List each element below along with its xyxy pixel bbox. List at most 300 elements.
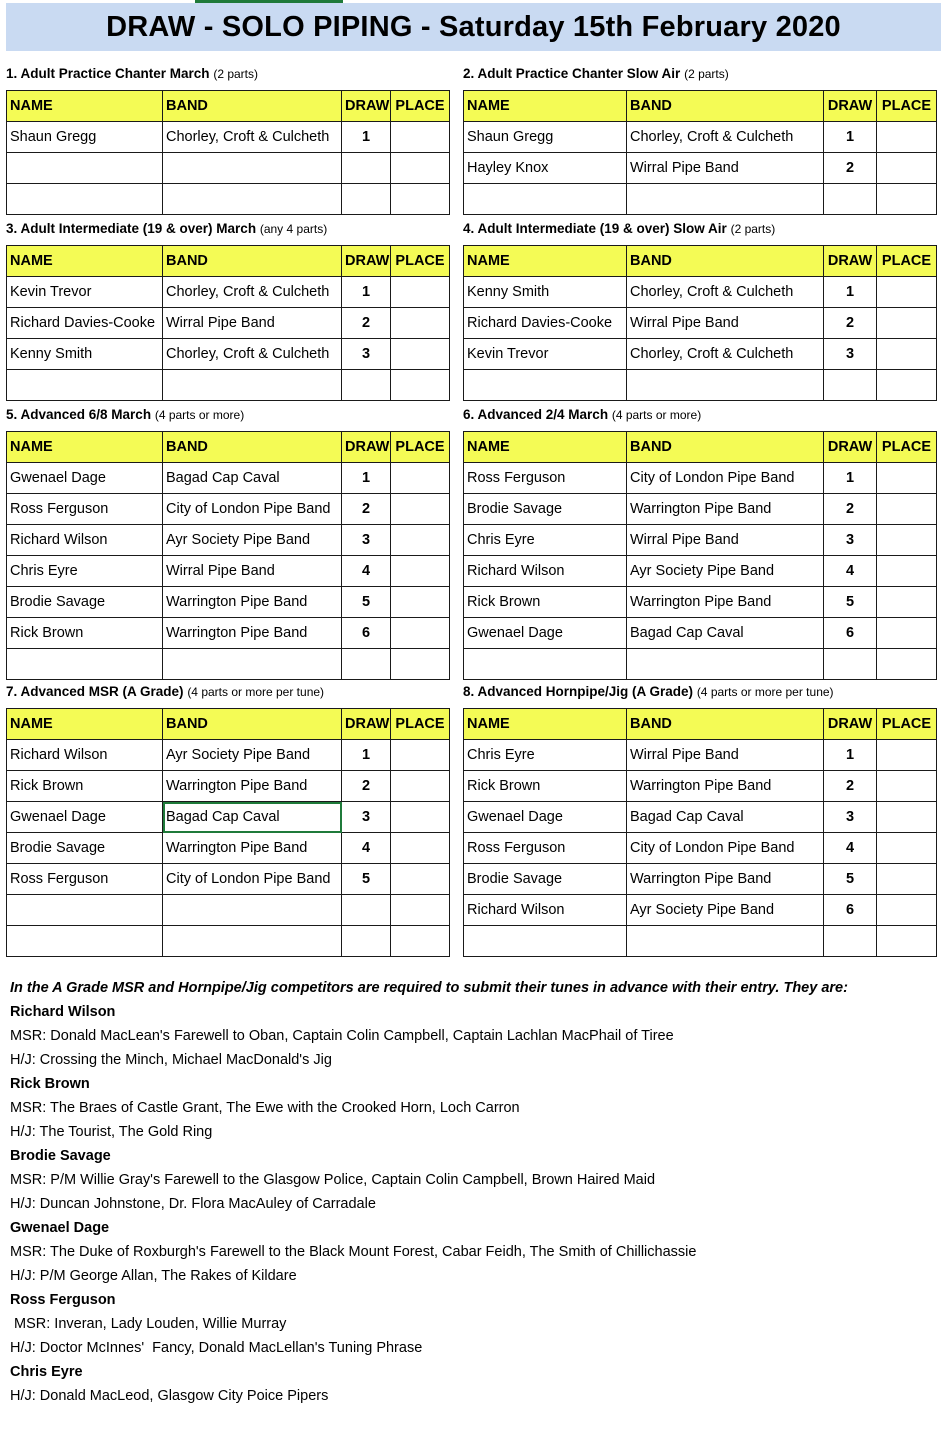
- column-header-name: NAME: [464, 91, 627, 122]
- table-row: [7, 153, 450, 184]
- section-title: [6, 219, 451, 245]
- table-row: [464, 153, 937, 184]
- tune-line: H/J: Crossing the Minch, Michael MacDonald's Jig: [10, 1052, 332, 1068]
- column-header-draw: DRAW: [342, 432, 391, 463]
- name-cell[interactable]: [7, 370, 163, 401]
- band-cell[interactable]: Warrington Pipe Band: [163, 618, 342, 649]
- place-cell[interactable]: [391, 833, 450, 864]
- draw-cell[interactable]: [824, 649, 877, 680]
- draw-cell[interactable]: [824, 370, 877, 401]
- name-cell[interactable]: Gwenael Dage: [464, 618, 627, 649]
- band-cell[interactable]: Wirral Pipe Band: [627, 740, 824, 771]
- section-1: [6, 64, 451, 215]
- place-cell[interactable]: [391, 556, 450, 587]
- band-cell[interactable]: [163, 184, 342, 215]
- column-header-band: BAND: [163, 91, 342, 122]
- place-cell[interactable]: [391, 308, 450, 339]
- table-row: [464, 184, 937, 215]
- table-row: [7, 277, 450, 308]
- name-cell[interactable]: Richard Wilson: [464, 556, 627, 587]
- table-row: [7, 525, 450, 556]
- table-row: [464, 339, 937, 370]
- header-row: [464, 91, 937, 122]
- section-note: (4 parts or more per tune): [696, 685, 834, 699]
- draw-cell[interactable]: 1: [342, 463, 391, 494]
- table-row: [464, 525, 937, 556]
- band-cell[interactable]: [627, 649, 824, 680]
- band-cell[interactable]: [627, 370, 824, 401]
- band-cell[interactable]: [163, 370, 342, 401]
- place-cell[interactable]: [391, 864, 450, 895]
- column-header-name: NAME: [7, 432, 163, 463]
- name-cell[interactable]: [464, 184, 627, 215]
- name-cell[interactable]: [7, 153, 163, 184]
- place-cell[interactable]: [391, 525, 450, 556]
- section-7: [6, 682, 451, 957]
- column-header-band: BAND: [163, 432, 342, 463]
- section-title-text: 1. Adult Practice Chanter March: [6, 66, 210, 81]
- name-cell[interactable]: [7, 926, 163, 957]
- column-header-place: PLACE: [391, 432, 450, 463]
- place-cell[interactable]: [391, 184, 450, 215]
- place-cell[interactable]: [391, 895, 450, 926]
- draw-cell[interactable]: 5: [342, 864, 391, 895]
- name-cell[interactable]: [464, 926, 627, 957]
- tune-line: H/J: Duncan Johnstone, Dr. Flora MacAuley of Carradale: [10, 1196, 376, 1212]
- band-cell[interactable]: Bagad Cap Caval: [627, 618, 824, 649]
- tunes-intro: In the A Grade MSR and Hornpipe/Jig competitors are required to submit their tunes in advance with their entry. They are:: [10, 980, 848, 996]
- name-cell[interactable]: Shaun Gregg: [464, 122, 627, 153]
- table-row: [7, 926, 450, 957]
- name-cell[interactable]: Gwenael Dage: [7, 802, 163, 833]
- table-row: [7, 802, 450, 833]
- place-cell[interactable]: [877, 556, 937, 587]
- band-cell[interactable]: Ayr Society Pipe Band: [163, 525, 342, 556]
- section-title-text: 4. Adult Intermediate (19 & over) Slow Air: [463, 221, 727, 236]
- table-row: [464, 649, 937, 680]
- band-cell[interactable]: Chorley, Croft & Culcheth: [163, 339, 342, 370]
- column-header-band: BAND: [163, 246, 342, 277]
- place-cell[interactable]: [877, 926, 937, 957]
- band-cell[interactable]: [163, 926, 342, 957]
- draw-cell[interactable]: [342, 895, 391, 926]
- band-cell[interactable]: City of London Pipe Band: [627, 463, 824, 494]
- section-note: (4 parts or more): [154, 408, 245, 422]
- section-title: [463, 219, 908, 245]
- column-header-draw: DRAW: [342, 246, 391, 277]
- section-title-text: 3. Adult Intermediate (19 & over) March: [6, 221, 257, 236]
- name-cell[interactable]: Gwenael Dage: [7, 463, 163, 494]
- column-header-draw: DRAW: [824, 246, 877, 277]
- band-cell[interactable]: [163, 895, 342, 926]
- page-title: DRAW - SOLO PIPING - Saturday 15th February 2020: [106, 10, 841, 43]
- section-title-text: 6. Advanced 2/4 March: [463, 407, 609, 422]
- draw-cell[interactable]: 3: [824, 525, 877, 556]
- draw-table: [6, 245, 450, 401]
- section-title-text: 5. Advanced 6/8 March: [6, 407, 152, 422]
- band-cell[interactable]: Ayr Society Pipe Band: [163, 740, 342, 771]
- place-cell[interactable]: [877, 494, 937, 525]
- place-cell[interactable]: [391, 339, 450, 370]
- section-note: (2 parts): [730, 222, 776, 236]
- draw-cell[interactable]: 3: [824, 339, 877, 370]
- page-header: [6, 3, 941, 51]
- place-cell[interactable]: [391, 494, 450, 525]
- band-cell[interactable]: Chorley, Croft & Culcheth: [627, 339, 824, 370]
- table-row: [7, 184, 450, 215]
- name-cell[interactable]: Brodie Savage: [464, 494, 627, 525]
- name-cell[interactable]: [7, 184, 163, 215]
- band-cell[interactable]: [627, 184, 824, 215]
- draw-cell[interactable]: 3: [824, 802, 877, 833]
- band-cell[interactable]: Chorley, Croft & Culcheth: [163, 277, 342, 308]
- place-cell[interactable]: [877, 740, 937, 771]
- name-cell[interactable]: Brodie Savage: [7, 833, 163, 864]
- name-cell[interactable]: Ross Ferguson: [7, 494, 163, 525]
- draw-cell[interactable]: 2: [824, 153, 877, 184]
- header-row: [7, 432, 450, 463]
- name-cell[interactable]: Rick Brown: [464, 587, 627, 618]
- column-header-place: PLACE: [877, 246, 937, 277]
- name-cell[interactable]: Kenny Smith: [464, 277, 627, 308]
- band-cell[interactable]: City of London Pipe Band: [627, 833, 824, 864]
- draw-cell[interactable]: 3: [342, 802, 391, 833]
- column-header-band: BAND: [627, 432, 824, 463]
- draw-cell[interactable]: 2: [824, 771, 877, 802]
- place-cell[interactable]: [391, 802, 450, 833]
- band-cell[interactable]: Warrington Pipe Band: [627, 494, 824, 525]
- column-header-place: PLACE: [877, 91, 937, 122]
- section-title-text: 2. Adult Practice Chanter Slow Air: [463, 66, 681, 81]
- section-8: [463, 682, 932, 957]
- table-row: [464, 926, 937, 957]
- header-row: [7, 91, 450, 122]
- place-cell[interactable]: [391, 463, 450, 494]
- column-header-draw: DRAW: [342, 709, 391, 740]
- competitor-name: Ross Ferguson: [10, 1292, 116, 1308]
- table-row: [7, 122, 450, 153]
- section-note: (any 4 parts): [259, 222, 328, 236]
- draw-cell[interactable]: [824, 926, 877, 957]
- draw-cell[interactable]: 1: [824, 463, 877, 494]
- band-cell[interactable]: Wirral Pipe Band: [627, 153, 824, 184]
- table-row: [7, 833, 450, 864]
- draw-cell[interactable]: [342, 926, 391, 957]
- section-2: [463, 64, 932, 215]
- table-row: [464, 740, 937, 771]
- place-cell[interactable]: [877, 308, 937, 339]
- draw-table: [463, 431, 937, 680]
- name-cell[interactable]: Ross Ferguson: [464, 463, 627, 494]
- tunes-info: [10, 976, 940, 1408]
- draw-table: [463, 708, 937, 957]
- draw-table: [6, 431, 450, 680]
- place-cell[interactable]: [391, 740, 450, 771]
- draw-cell[interactable]: 5: [824, 864, 877, 895]
- table-row: [464, 370, 937, 401]
- competitor-name: Brodie Savage: [10, 1148, 111, 1164]
- name-cell[interactable]: Ross Ferguson: [464, 833, 627, 864]
- place-cell[interactable]: [391, 277, 450, 308]
- place-cell[interactable]: [877, 802, 937, 833]
- place-cell[interactable]: [877, 649, 937, 680]
- table-row: [464, 802, 937, 833]
- column-header-draw: DRAW: [824, 709, 877, 740]
- draw-cell[interactable]: 5: [342, 587, 391, 618]
- draw-cell[interactable]: 1: [824, 122, 877, 153]
- column-header-name: NAME: [464, 246, 627, 277]
- place-cell[interactable]: [877, 618, 937, 649]
- table-row: [464, 122, 937, 153]
- name-cell[interactable]: Ross Ferguson: [7, 864, 163, 895]
- column-header-draw: DRAW: [342, 91, 391, 122]
- name-cell[interactable]: Chris Eyre: [7, 556, 163, 587]
- place-cell[interactable]: [877, 587, 937, 618]
- tune-line: MSR: The Duke of Roxburgh's Farewell to the Black Mount Forest, Cabar Feidh, The Smith of Chillichassie: [10, 1244, 697, 1260]
- place-cell[interactable]: [877, 153, 937, 184]
- place-cell[interactable]: [877, 833, 937, 864]
- section-title-text: 8. Advanced Hornpipe/Jig (A Grade): [463, 684, 694, 699]
- band-cell[interactable]: Bagad Cap Caval: [163, 802, 342, 833]
- section-title: [6, 682, 451, 708]
- band-cell[interactable]: Warrington Pipe Band: [163, 587, 342, 618]
- competitor-name: Gwenael Dage: [10, 1220, 110, 1236]
- column-header-name: NAME: [7, 709, 163, 740]
- band-cell[interactable]: Warrington Pipe Band: [627, 771, 824, 802]
- draw-cell[interactable]: 2: [824, 308, 877, 339]
- draw-cell[interactable]: 2: [824, 494, 877, 525]
- table-row: [7, 864, 450, 895]
- name-cell[interactable]: Kevin Trevor: [7, 277, 163, 308]
- column-header-name: NAME: [464, 709, 627, 740]
- draw-cell[interactable]: 2: [342, 771, 391, 802]
- name-cell[interactable]: Rick Brown: [7, 771, 163, 802]
- draw-cell[interactable]: 6: [342, 618, 391, 649]
- table-row: [464, 833, 937, 864]
- table-row: [7, 618, 450, 649]
- draw-cell[interactable]: [342, 370, 391, 401]
- header-row: [7, 709, 450, 740]
- column-header-band: BAND: [163, 709, 342, 740]
- column-header-band: BAND: [627, 709, 824, 740]
- table-row: [7, 308, 450, 339]
- name-cell[interactable]: Rick Brown: [7, 618, 163, 649]
- tune-line: MSR: P/M Willie Gray's Farewell to the Glasgow Police, Captain Colin Campbell, Brown Haired Maid: [10, 1172, 656, 1188]
- band-cell[interactable]: Wirral Pipe Band: [627, 525, 824, 556]
- name-cell[interactable]: Kenny Smith: [7, 339, 163, 370]
- place-cell[interactable]: [391, 618, 450, 649]
- draw-cell[interactable]: [342, 184, 391, 215]
- table-row: [7, 370, 450, 401]
- band-cell[interactable]: Wirral Pipe Band: [627, 308, 824, 339]
- place-cell[interactable]: [391, 153, 450, 184]
- table-row: [7, 771, 450, 802]
- name-cell[interactable]: Richard Davies-Cooke: [7, 308, 163, 339]
- section-title: [463, 405, 908, 431]
- band-cell[interactable]: Chorley, Croft & Culcheth: [627, 122, 824, 153]
- column-header-place: PLACE: [877, 709, 937, 740]
- draw-cell[interactable]: 1: [342, 740, 391, 771]
- draw-cell[interactable]: 5: [824, 587, 877, 618]
- table-row: [464, 494, 937, 525]
- table-row: [7, 339, 450, 370]
- column-header-place: PLACE: [391, 246, 450, 277]
- draw-cell[interactable]: 2: [342, 308, 391, 339]
- place-cell[interactable]: [391, 587, 450, 618]
- header-row: [464, 432, 937, 463]
- band-cell[interactable]: Chorley, Croft & Culcheth: [627, 277, 824, 308]
- draw-table: [6, 708, 450, 957]
- table-row: [7, 587, 450, 618]
- name-cell[interactable]: Rick Brown: [464, 771, 627, 802]
- section-title: [463, 64, 908, 90]
- name-cell[interactable]: [464, 370, 627, 401]
- draw-cell[interactable]: 1: [824, 277, 877, 308]
- band-cell[interactable]: Warrington Pipe Band: [627, 587, 824, 618]
- name-cell[interactable]: Richard Wilson: [464, 895, 627, 926]
- draw-table: [463, 245, 937, 401]
- place-cell[interactable]: [877, 771, 937, 802]
- name-cell[interactable]: Hayley Knox: [464, 153, 627, 184]
- band-cell[interactable]: [163, 153, 342, 184]
- competitor-name: Chris Eyre: [10, 1364, 83, 1380]
- section-title: [463, 682, 908, 708]
- name-cell[interactable]: Gwenael Dage: [464, 802, 627, 833]
- place-cell[interactable]: [391, 926, 450, 957]
- column-header-draw: DRAW: [824, 432, 877, 463]
- place-cell[interactable]: [877, 122, 937, 153]
- section-title-text: 7. Advanced MSR (A Grade): [6, 684, 184, 699]
- band-cell[interactable]: [163, 649, 342, 680]
- name-cell[interactable]: Shaun Gregg: [7, 122, 163, 153]
- section-title: [6, 64, 451, 90]
- band-cell[interactable]: Warrington Pipe Band: [163, 771, 342, 802]
- band-cell[interactable]: [627, 926, 824, 957]
- table-row: [464, 463, 937, 494]
- draw-cell[interactable]: 4: [342, 833, 391, 864]
- draw-cell[interactable]: 4: [342, 556, 391, 587]
- band-cell[interactable]: Warrington Pipe Band: [627, 864, 824, 895]
- band-cell[interactable]: Chorley, Croft & Culcheth: [163, 122, 342, 153]
- band-cell[interactable]: City of London Pipe Band: [163, 864, 342, 895]
- draw-cell[interactable]: 6: [824, 895, 877, 926]
- tune-line: H/J: The Tourist, The Gold Ring: [10, 1124, 213, 1140]
- table-row: [464, 771, 937, 802]
- name-cell[interactable]: Richard Wilson: [7, 740, 163, 771]
- section-3: [6, 219, 451, 401]
- column-header-draw: DRAW: [824, 91, 877, 122]
- draw-cell[interactable]: 6: [824, 618, 877, 649]
- place-cell[interactable]: [391, 649, 450, 680]
- place-cell[interactable]: [877, 895, 937, 926]
- name-cell[interactable]: [7, 895, 163, 926]
- column-header-place: PLACE: [877, 432, 937, 463]
- place-cell[interactable]: [391, 771, 450, 802]
- name-cell[interactable]: Chris Eyre: [464, 525, 627, 556]
- band-cell[interactable]: Warrington Pipe Band: [163, 833, 342, 864]
- draw-cell[interactable]: 4: [824, 833, 877, 864]
- column-header-band: BAND: [627, 246, 824, 277]
- band-cell[interactable]: Ayr Society Pipe Band: [627, 556, 824, 587]
- place-cell[interactable]: [391, 370, 450, 401]
- draw-cell[interactable]: 3: [342, 339, 391, 370]
- section-5: [6, 405, 451, 680]
- table-row: [464, 618, 937, 649]
- band-cell[interactable]: Bagad Cap Caval: [627, 802, 824, 833]
- column-header-name: NAME: [464, 432, 627, 463]
- column-header-band: BAND: [627, 91, 824, 122]
- band-cell[interactable]: City of London Pipe Band: [163, 494, 342, 525]
- column-header-name: NAME: [7, 246, 163, 277]
- table-row: [7, 740, 450, 771]
- column-header-place: PLACE: [391, 709, 450, 740]
- name-cell[interactable]: [7, 649, 163, 680]
- tune-line: MSR: The Braes of Castle Grant, The Ewe with the Crooked Horn, Loch Carron: [10, 1100, 520, 1116]
- name-cell[interactable]: Richard Wilson: [7, 525, 163, 556]
- name-cell[interactable]: Brodie Savage: [7, 587, 163, 618]
- band-cell[interactable]: Ayr Society Pipe Band: [627, 895, 824, 926]
- header-row: [7, 246, 450, 277]
- section-note: (2 parts): [684, 67, 729, 81]
- draw-cell[interactable]: 4: [824, 556, 877, 587]
- draw-cell[interactable]: 3: [342, 525, 391, 556]
- table-row: [7, 463, 450, 494]
- table-row: [464, 556, 937, 587]
- name-cell[interactable]: [464, 649, 627, 680]
- draw-cell[interactable]: [824, 184, 877, 215]
- column-header-name: NAME: [7, 91, 163, 122]
- table-row: [464, 895, 937, 926]
- section-note: (2 parts): [213, 67, 259, 81]
- name-cell[interactable]: Kevin Trevor: [464, 339, 627, 370]
- place-cell[interactable]: [877, 525, 937, 556]
- header-row: [464, 246, 937, 277]
- section-note: (4 parts or more per tune): [187, 685, 325, 699]
- header-row: [464, 709, 937, 740]
- draw-cell[interactable]: 1: [824, 740, 877, 771]
- place-cell[interactable]: [877, 339, 937, 370]
- place-cell[interactable]: [877, 864, 937, 895]
- draw-cell[interactable]: [342, 649, 391, 680]
- section-4: [463, 219, 932, 401]
- table-row: [464, 864, 937, 895]
- draw-cell[interactable]: [342, 153, 391, 184]
- table-row: [7, 494, 450, 525]
- draw-table: [463, 90, 937, 215]
- draw-table: [6, 90, 450, 215]
- name-cell[interactable]: Chris Eyre: [464, 740, 627, 771]
- place-cell[interactable]: [391, 122, 450, 153]
- table-row: [464, 308, 937, 339]
- name-cell[interactable]: Richard Davies-Cooke: [464, 308, 627, 339]
- table-row: [7, 895, 450, 926]
- draw-cell[interactable]: 1: [342, 277, 391, 308]
- name-cell[interactable]: Brodie Savage: [464, 864, 627, 895]
- tune-line: MSR: Inveran, Lady Louden, Willie Murray: [10, 1316, 287, 1332]
- draw-cell[interactable]: 2: [342, 494, 391, 525]
- table-row: [7, 649, 450, 680]
- band-cell[interactable]: Wirral Pipe Band: [163, 556, 342, 587]
- draw-cell[interactable]: 1: [342, 122, 391, 153]
- competitor-name: Rick Brown: [10, 1076, 90, 1092]
- place-cell[interactable]: [877, 463, 937, 494]
- place-cell[interactable]: [877, 184, 937, 215]
- band-cell[interactable]: Wirral Pipe Band: [163, 308, 342, 339]
- place-cell[interactable]: [877, 370, 937, 401]
- band-cell[interactable]: Bagad Cap Caval: [163, 463, 342, 494]
- place-cell[interactable]: [877, 277, 937, 308]
- column-header-place: PLACE: [391, 91, 450, 122]
